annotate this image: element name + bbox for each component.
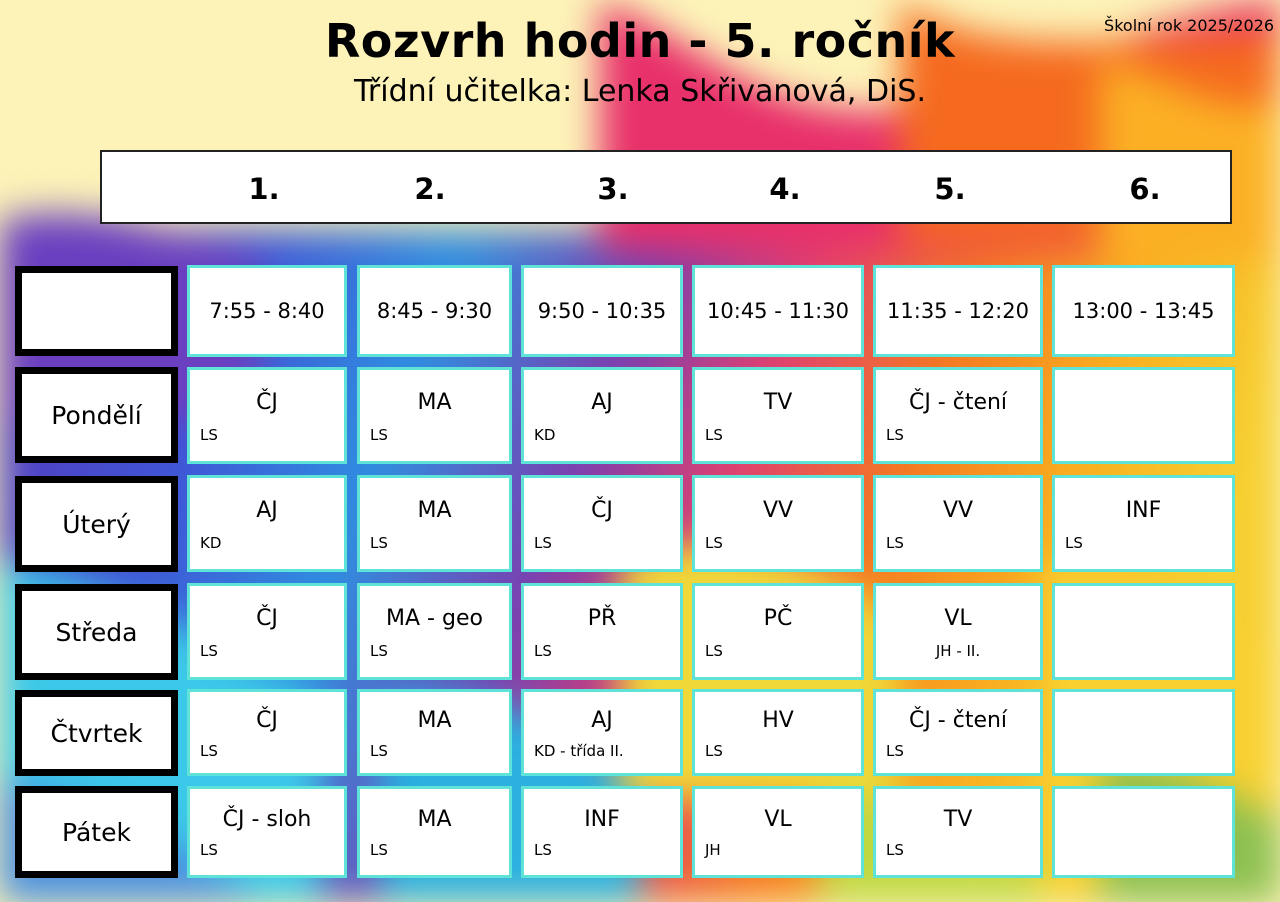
- period-number: 1.: [248, 172, 280, 206]
- lesson-cell: [873, 786, 1043, 878]
- lesson-subject: ČJ - čtení: [908, 390, 1008, 415]
- lesson-cell: [1052, 786, 1235, 878]
- time-cell: [1052, 265, 1235, 357]
- lesson-subject: MA: [417, 498, 452, 523]
- lesson-teacher: LS: [705, 534, 723, 552]
- lesson-cell: [187, 475, 347, 572]
- lesson-cell: [187, 786, 347, 878]
- lesson-teacher: JH: [705, 841, 721, 859]
- lesson-cell: [187, 367, 347, 464]
- lesson-teacher: KD: [200, 534, 222, 552]
- lesson-cell: [873, 367, 1043, 464]
- lesson-cell: [187, 583, 347, 680]
- lesson-cell: [1052, 689, 1235, 776]
- lesson-cell: [873, 689, 1043, 776]
- time-cell: [187, 265, 347, 357]
- lesson-teacher: LS: [534, 534, 552, 552]
- lesson-teacher: LS: [886, 742, 904, 760]
- lesson-cell: [692, 786, 864, 878]
- time-label: 10:45 - 11:30: [707, 299, 849, 323]
- lesson-subject: VL: [764, 807, 792, 832]
- lesson-cell: [357, 475, 512, 572]
- lesson-cell: [357, 583, 512, 680]
- lesson-subject: INF: [584, 807, 620, 832]
- lesson-teacher: JH - II.: [935, 642, 981, 660]
- lesson-cell: [187, 689, 347, 776]
- lesson-teacher: LS: [534, 841, 552, 859]
- lesson-subject: INF: [1125, 498, 1162, 523]
- page-subtitle: Třídní učitelka: Lenka Skřivanová, DiS.: [353, 74, 927, 109]
- lesson-subject: ČJ: [256, 390, 278, 415]
- lesson-subject: VL: [944, 606, 972, 631]
- lesson-teacher: KD: [534, 426, 556, 444]
- lesson-teacher: LS: [370, 534, 388, 552]
- day-label: Středa: [15, 584, 178, 680]
- lesson-teacher: KD - třída II.: [534, 742, 624, 760]
- period-number: 2.: [414, 172, 446, 206]
- lesson-subject: ČJ - sloh: [222, 807, 312, 832]
- lesson-subject: ČJ: [591, 498, 613, 523]
- school-year: Školní rok 2025/2026: [1104, 16, 1274, 35]
- day-label: Čtvrtek: [15, 690, 178, 776]
- time-cell: [357, 265, 512, 357]
- lesson-teacher: LS: [200, 426, 218, 444]
- lesson-teacher: LS: [1065, 534, 1083, 552]
- lesson-teacher: LS: [200, 642, 218, 660]
- lesson-cell: [692, 475, 864, 572]
- time-label: 8:45 - 9:30: [376, 299, 493, 323]
- lesson-subject: TV: [763, 390, 793, 415]
- period-number: 3.: [597, 172, 629, 206]
- time-cell: [873, 265, 1043, 357]
- lesson-cell: [873, 583, 1043, 680]
- lesson-cell: [521, 689, 683, 776]
- lesson-cell: [1052, 475, 1235, 572]
- lesson-cell: [521, 583, 683, 680]
- lesson-teacher: LS: [200, 742, 218, 760]
- lesson-cell: [692, 689, 864, 776]
- lesson-subject: MA: [417, 807, 452, 832]
- lesson-teacher: LS: [705, 426, 723, 444]
- time-label: 11:35 - 12:20: [887, 299, 1029, 323]
- time-label: 7:55 - 8:40: [209, 299, 325, 323]
- time-cell: [521, 265, 683, 357]
- lesson-subject: VV: [762, 498, 794, 523]
- lesson-subject: ČJ - čtení: [908, 708, 1008, 733]
- lesson-teacher: LS: [370, 742, 388, 760]
- lesson-teacher: LS: [886, 534, 904, 552]
- lesson-subject: ČJ: [256, 708, 278, 733]
- lesson-subject: TV: [943, 807, 973, 832]
- period-number: 6.: [1129, 172, 1161, 206]
- lesson-subject: PČ: [763, 606, 793, 631]
- lesson-subject: PŘ: [587, 606, 617, 631]
- lesson-cell: [1052, 367, 1235, 464]
- lesson-subject: MA - geo: [386, 606, 483, 631]
- day-label: Úterý: [15, 476, 178, 572]
- time-label: 9:50 - 10:35: [537, 299, 667, 323]
- period-header: [100, 150, 1232, 224]
- lesson-cell: [692, 583, 864, 680]
- day-label: Pondělí: [15, 367, 178, 463]
- lesson-subject: HV: [762, 708, 794, 733]
- lesson-cell: [873, 475, 1043, 572]
- lesson-cell: [521, 475, 683, 572]
- lesson-subject: AJ: [256, 498, 278, 523]
- lesson-cell: [521, 786, 683, 878]
- lesson-subject: MA: [417, 708, 452, 733]
- lesson-teacher: LS: [370, 642, 388, 660]
- time-cell: [692, 265, 864, 357]
- corner-cell: [15, 266, 178, 356]
- lesson-teacher: LS: [886, 841, 904, 859]
- lesson-teacher: LS: [370, 426, 388, 444]
- lesson-cell: [692, 367, 864, 464]
- lesson-subject: ČJ: [256, 606, 278, 631]
- lesson-cell: [357, 786, 512, 878]
- lesson-teacher: LS: [370, 841, 388, 859]
- lesson-teacher: LS: [705, 642, 723, 660]
- lesson-cell: [521, 367, 683, 464]
- lesson-cell: [1052, 583, 1235, 680]
- lesson-cell: [357, 689, 512, 776]
- period-number: 5.: [934, 172, 966, 206]
- page-title: Rozvrh hodin - 5. ročník: [324, 14, 956, 68]
- lesson-teacher: LS: [886, 426, 904, 444]
- day-label: Pátek: [15, 786, 178, 878]
- lesson-subject: MA: [417, 390, 452, 415]
- period-number: 4.: [769, 172, 801, 206]
- lesson-teacher: LS: [705, 742, 723, 760]
- lesson-teacher: LS: [534, 642, 552, 660]
- lesson-subject: AJ: [591, 390, 613, 415]
- lesson-cell: [357, 367, 512, 464]
- time-label: 13:00 - 13:45: [1072, 299, 1215, 323]
- lesson-subject: AJ: [591, 708, 613, 733]
- lesson-teacher: LS: [200, 841, 218, 859]
- lesson-subject: VV: [942, 498, 974, 523]
